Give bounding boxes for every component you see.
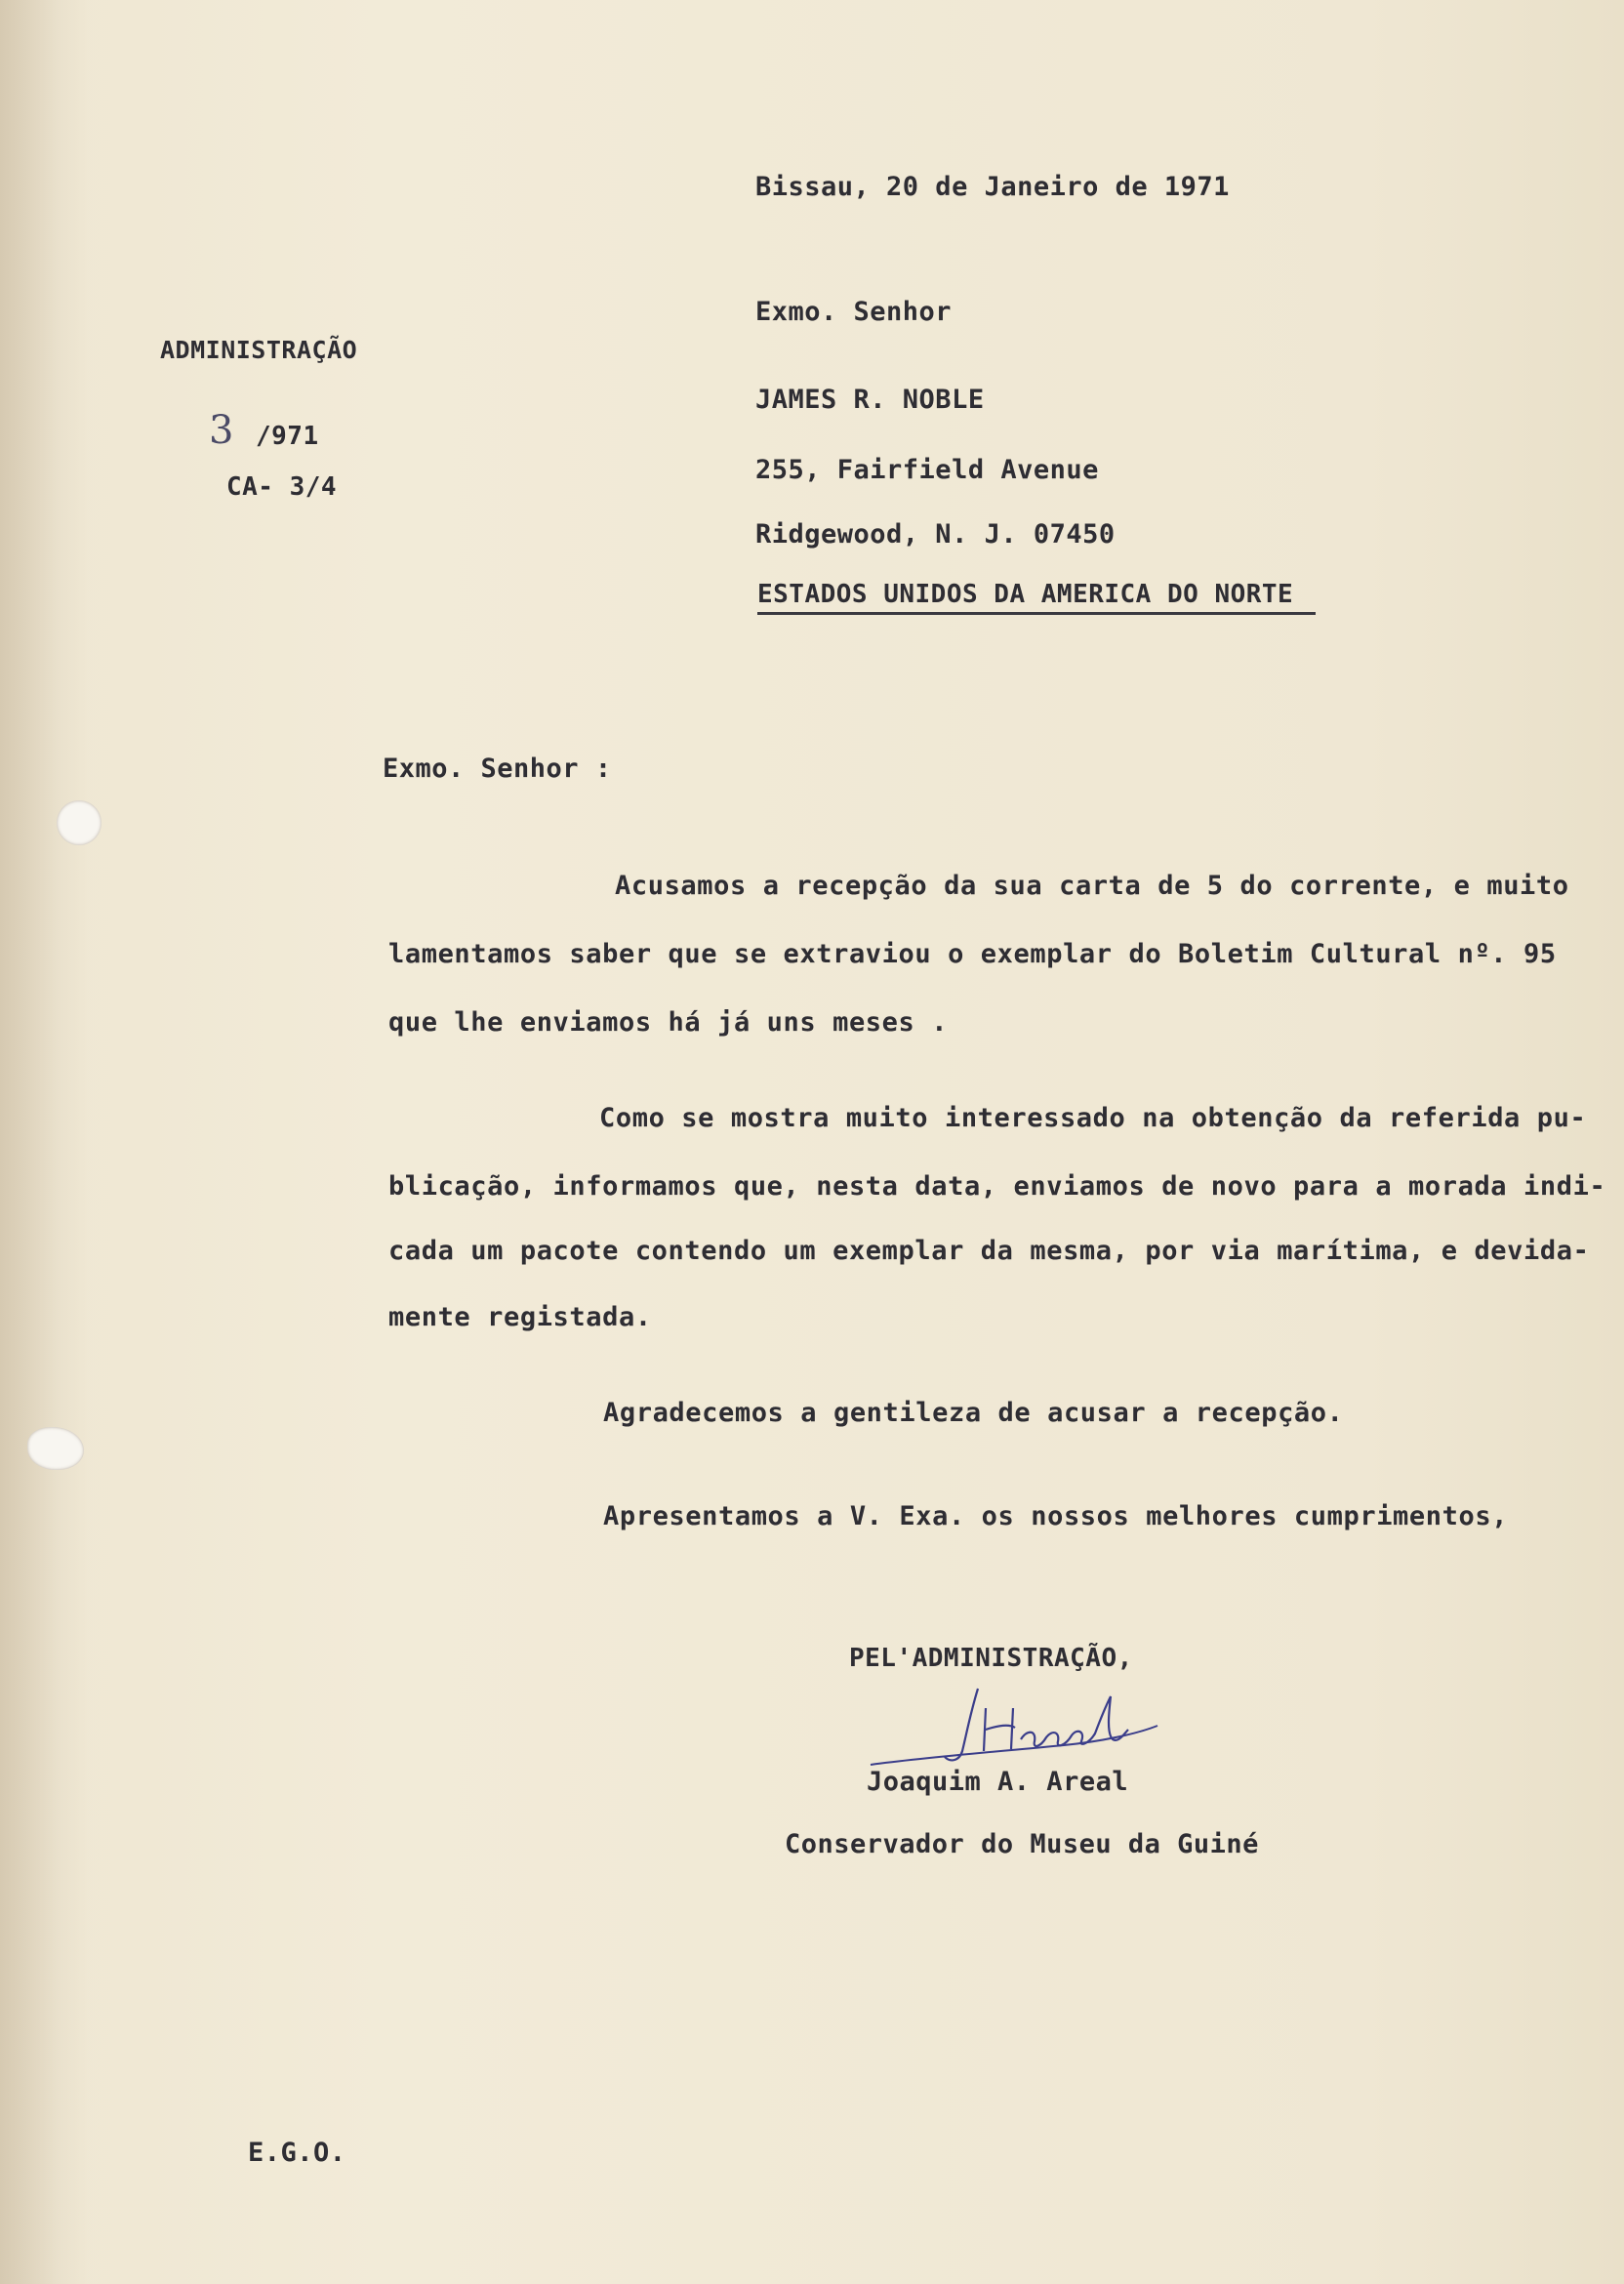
recipient-city: Ridgewood, N. J. 07450: [755, 519, 1116, 550]
body-greeting: Exmo. Senhor :: [383, 754, 612, 784]
body-line: Como se mostra muito interessado na obtenção da referida pu-: [599, 1103, 1587, 1133]
body-line: lamentamos saber que se extraviou o exemplar do Boletim Cultural nº. 95: [388, 939, 1557, 969]
recipient-street: 255, Fairfield Avenue: [755, 455, 1099, 485]
reference-number-handwritten: 3: [209, 408, 234, 453]
department-label: ADMINISTRAÇÃO: [160, 336, 358, 364]
body-line: Agradecemos a gentileza de acusar a recepção.: [603, 1398, 1344, 1428]
date-line: Bissau, 20 de Janeiro de 1971: [755, 172, 1230, 202]
body-line: cada um pacote contendo um exemplar da mesma, por via marítima, e devida-: [388, 1236, 1590, 1266]
recipient-country: ESTADOS UNIDOS DA AMERICA DO NORTE: [757, 580, 1294, 609]
recipient-name: JAMES R. NOBLE: [755, 385, 985, 415]
reference-code: CA- 3/4: [226, 472, 338, 502]
signatory-title: Conservador do Museu da Guiné: [785, 1829, 1259, 1859]
body-line: que lhe enviamos há já uns meses .: [388, 1007, 949, 1038]
recipient-salutation: Exmo. Senhor: [755, 297, 953, 327]
country-underline: [757, 612, 1316, 615]
reference-year: /971: [256, 422, 319, 451]
handwritten-signature: [869, 1675, 1161, 1773]
body-line: Acusamos a recepção da sua carta de 5 do corrente, e muito: [615, 871, 1569, 901]
body-line: Apresentamos a V. Exa. os nossos melhores cumprimentos,: [603, 1501, 1509, 1531]
body-line: mente registada.: [388, 1302, 652, 1332]
typist-initials: E.G.O.: [248, 2138, 346, 2168]
punch-hole-lower: [27, 1427, 84, 1470]
punch-hole-upper: [57, 800, 102, 845]
signature-on-behalf: PEL'ADMINISTRAÇÃO,: [849, 1644, 1133, 1673]
page-edge-shadow: [0, 0, 88, 2284]
signatory-name: Joaquim A. Areal: [867, 1767, 1129, 1797]
signature-scribble-icon: [869, 1675, 1161, 1773]
body-line: blicação, informamos que, nesta data, enviamos de novo para a morada indi-: [388, 1171, 1606, 1202]
